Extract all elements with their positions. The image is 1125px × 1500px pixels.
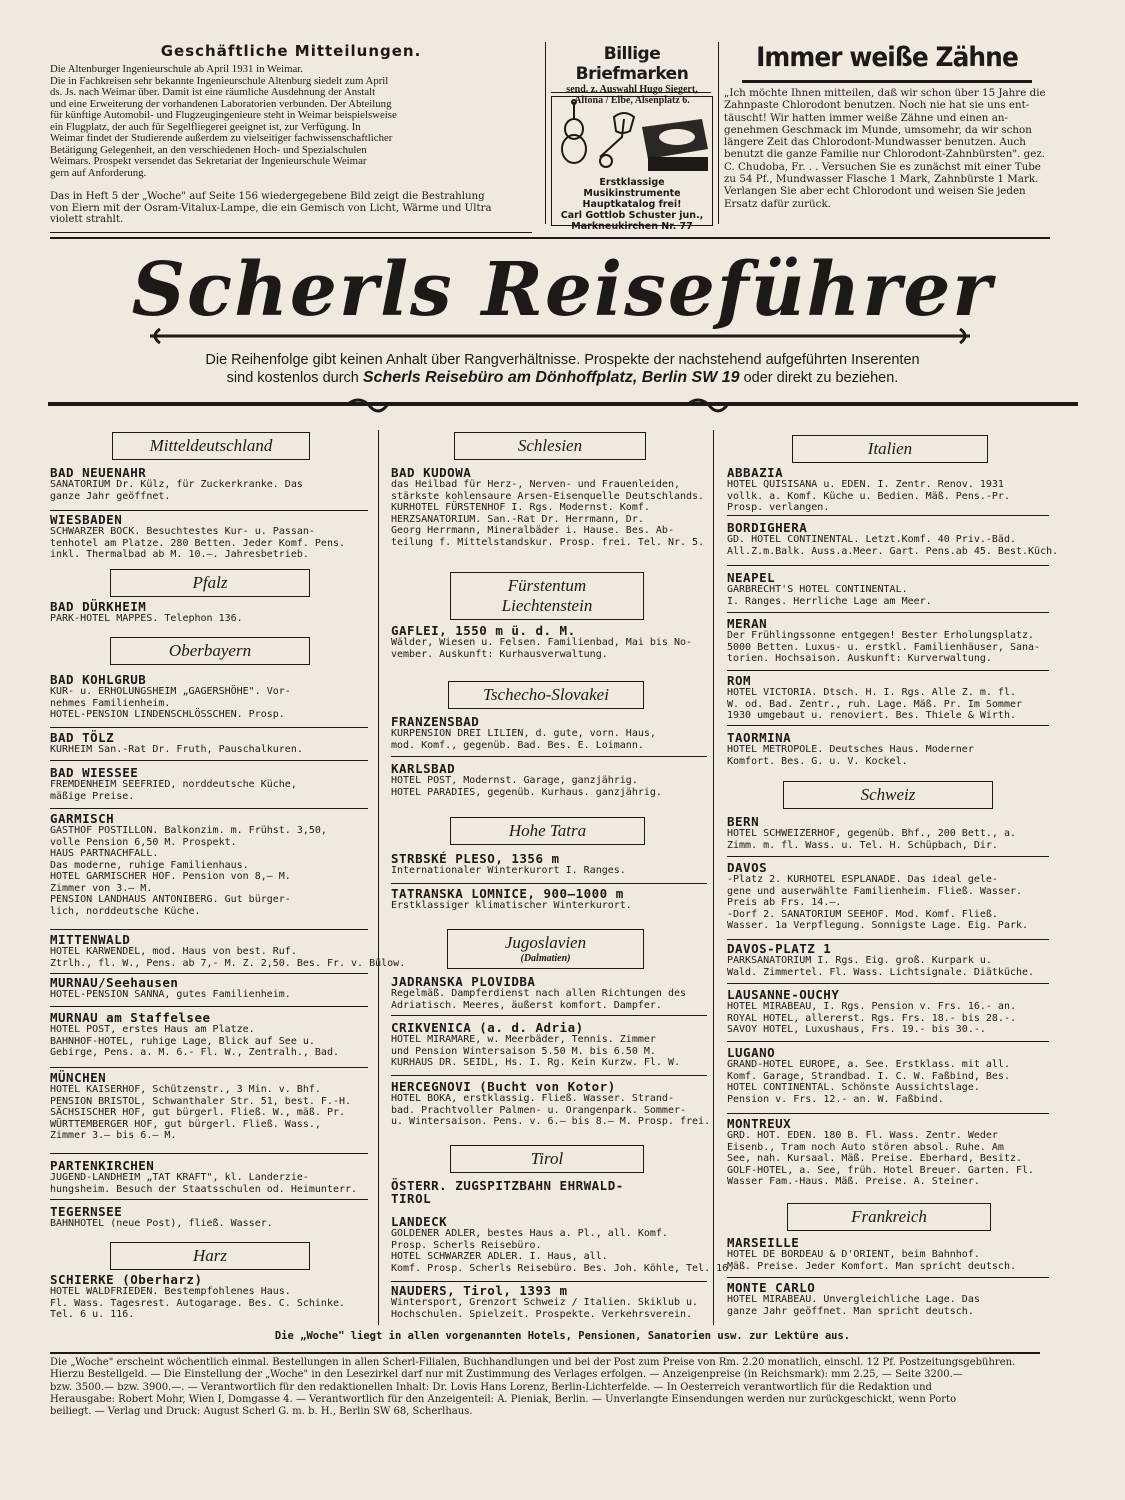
notice-note-line: violett strahlt. (50, 214, 124, 225)
listing-place: NAUDERS, Tirol, 1393 m (391, 1283, 568, 1298)
listing-line: vollk. a. Komf. Küche u. Bedien. Mäß. Pens.-Pr. (727, 490, 1010, 502)
listing-place: SCHIERKE (Oberharz) (50, 1272, 203, 1287)
listing-line: stärkste kohlensaure Arsen-Eisenquelle Deutschlands. (391, 490, 705, 502)
listing-entry (391, 1214, 735, 1274)
divider-ornament (48, 394, 1078, 420)
listing-line: u. Wintersaison. Pens. v. 6.— bis 8.— M. Prosp. frei. (391, 1116, 711, 1127)
region-box (447, 929, 644, 969)
listing-line: Zimmer von 3.— M. (50, 882, 153, 894)
listing-line: teilung f. Mittelstandskur. Prosp. frei. Tel. Nr. 5. (391, 536, 705, 548)
listing-line: KURHOTEL FÜRSTENHOF I. Rgs. Modernst. Komf. (391, 502, 650, 513)
region-name: Schlesien (517, 436, 583, 455)
masthead-title: Scherls Reiseführer (131, 247, 994, 333)
entry-separator (391, 756, 707, 757)
subtitle-line-1: Die Reihenfolge gibt keinen Anhalt über Rangverhältnisse. Prospekte der nachstehend aufgeführten Inserenten (205, 352, 920, 368)
listing-line: FREMDENHEIM SEEFRIED, norddeutsche Küche, (50, 779, 297, 790)
listing-line: Prosp. Scherls Reisebüro. (391, 1239, 542, 1251)
stamp-title: Billige Briefmarken (575, 44, 689, 84)
listing-line: bad. Prachtvoller Palmen- u. Orangenpark. Sommer- (391, 1104, 687, 1116)
listing-line: hungsheim. Besuch der Staatsschulen od. Heimunterr. (50, 1183, 358, 1195)
listing-line: HOTEL SCHWARZER ADLER. I. Haus, all. (391, 1251, 608, 1262)
chlorodont-line: genehmen Geschmack im Munde, umsomehr, da wir schon (724, 123, 1032, 136)
trumpet-icon (600, 113, 634, 167)
listing-line: HOTEL BOKA, erstklassig. Fließ. Wasser. Strand- (391, 1093, 674, 1104)
music-ad-line: Carl Gottlob Schuster jun., (560, 210, 704, 221)
footer-line: beiliegt. — Verlag und Druck: August Scherl G. m. b. H., Berlin SW 68, Scherlhaus. (50, 1406, 473, 1418)
listing-line: HOTEL WALDFRIEDEN. Bestempfohlenes Haus. (50, 1286, 291, 1297)
listing-line: und Pension Wintersaison 5.50 M. bis 6.50 M. (391, 1045, 656, 1057)
listing-line: JUGEND-LANDHEIM „TAT KRAFT", kl. Landerzie- (50, 1172, 309, 1183)
notice-line: Die Altenburger Ingenieurschule ab April 1931 in Weimar. (50, 63, 303, 75)
listing-entry (727, 520, 1059, 557)
listing-line: Adriatisch. Meeres, äußerst komfort. Dampfer. (391, 999, 662, 1011)
notice-line: Weimars. Prospekt versendet das Sekretariat der Ingenieurschule Weimar (50, 155, 367, 167)
listing-place: FRANZENSBAD (391, 714, 480, 729)
listing-line: HOTEL QUISISANA u. EDEN. I. Zentr. Renov. 1931 (727, 479, 1004, 490)
region-box (112, 432, 310, 460)
listing-line: GOLF-HOTEL, a. See, früh. Hotel Breuer. Garten. Fl. (727, 1164, 1035, 1176)
region-box (450, 1145, 644, 1173)
region-name: Italien (867, 439, 913, 458)
listing-entry (50, 731, 368, 756)
listing-place: BAD DÜRKHEIM (50, 599, 147, 614)
entry-separator (50, 510, 368, 511)
listing-line: SANATORIUM Dr. Külz, für Zuckerkranke. Das (50, 479, 303, 490)
listing-line: KURPENSION DREI LILIEN, d. gute, vorn. Haus, (391, 728, 656, 739)
listing-place: WIESBADEN (50, 512, 123, 527)
entry-separator (727, 939, 1049, 940)
notice-line: und eine Erweiterung der vorhandenen Laboratorien verbunden. Der Abteilung (50, 97, 392, 110)
entry-separator (391, 1015, 707, 1016)
notice-line: ein Flugplatz, der auch für Segelfliegerei geeignet ist, zur Verfügung. In (50, 120, 361, 133)
listing-line: inkl. Thermalbad ab M. 10.—. Jahresbetrieb. (50, 549, 309, 560)
listing-line: HOTEL GARMISCHER HOF. Pension von 8,— M. (50, 871, 291, 882)
listing-line: Hochschulen. Spielzeit. Prospekte. Verkehrsverein. (391, 1308, 693, 1320)
listing-entry (391, 852, 707, 877)
listing-entry (50, 1273, 368, 1321)
listing-line: gene und auserwählte Familienheim. Fließ. Wasser. (727, 885, 1023, 897)
listing-line: ganze Jahr geöffnet. Man spricht deutsch. (727, 1305, 974, 1317)
listing-line: I. Ranges. Herrliche Lage am Meer. (727, 595, 932, 607)
listing-place: BAD KOHLGRUB (50, 672, 147, 687)
listing-entry (50, 1205, 368, 1230)
listing-line: lich, norddeutsche Küche. (50, 905, 201, 917)
listing-line: torien. Hochsaison. Auskunft: Kurverwaltung. (727, 653, 992, 664)
listing-place: GARMISCH (50, 811, 115, 826)
listing-entry (391, 975, 707, 1011)
entry-separator (50, 808, 368, 809)
listing-line: All.Z.m.Balk. Auss.a.Meer. Gart. Pens.ab 45. Best.Küch. (727, 545, 1059, 557)
listing-line: HOTEL METROPOLE. Deutsches Haus. Moderner (727, 744, 974, 755)
listing-place: LUGANO (727, 1045, 776, 1060)
top-left-notice (50, 42, 532, 226)
listing-entry (50, 1011, 368, 1059)
listing-line: KURHAUS DR. SEIDL, Hs. I. Rg. Kein Kurzw. Fl. W. (391, 1057, 680, 1068)
listing-line: Regelmäß. Dampferdienst nach allen Richtungen des (391, 988, 687, 999)
listing-line: HOTEL PARADIES, gegenüb. Kurhaus. ganzjährig. (391, 786, 662, 798)
music-ad-text (552, 177, 712, 232)
listing-place: MONTE CARLO (727, 1280, 816, 1295)
listing-entry (391, 624, 707, 660)
listing-line: HOTEL MIRABEAU. Unvergleichliche Lage. Das (727, 1294, 980, 1305)
listing-place: BORDIGHERA (727, 520, 808, 535)
listing-place: MURNAU/Seehausen (50, 975, 179, 990)
listing-line: Pension v. Frs. 12.- an. W. Faßbind. (727, 1093, 944, 1105)
listing-line: HOTEL CONTINENTAL. Schönste Aussichtslage. (727, 1082, 980, 1093)
chlorodont-line: täuscht! Wir hatten immer weiße Zähne und einen an- (724, 111, 1008, 124)
chlorodont-line: zu 54 Pf., Mundwasser Flasche 1 Mark, Zahnbürste 1 Mark. (724, 173, 1039, 186)
region-name: Pfalz (192, 573, 228, 592)
notice-note-line: von Eiern mit der Osram-Vitalux-Lampe, die ein Gemisch von Licht, Wärme und Ultra (50, 202, 492, 214)
listing-line: Wintersport, Grenzort Schweiz / Italien. Skiklub u. (391, 1297, 699, 1308)
region-name: Jugoslavien (504, 933, 587, 952)
listing-entry (50, 673, 368, 721)
entry-separator (727, 1277, 1049, 1278)
gramophone-icon (642, 119, 708, 171)
region-name: (Dalmatien) (520, 953, 571, 964)
listing-place: MERAN (727, 616, 768, 631)
listing-line: ROYAL HOTEL, allererst. Rgs. Frs. 18.- bis 28.-. (727, 1012, 1016, 1024)
footer-line: Herausgabe: Robert Mohr, Wien I, Domgasse 4. — Verantwortlich für den Anzeigenteil: A. Pieniak, Berlin. — Unverlangte Einsendungen werden nur zurückgeschickt, wenn Porto (50, 1393, 957, 1405)
region-box (448, 681, 644, 709)
listing-entry (727, 1236, 1049, 1272)
entry-separator (50, 760, 368, 761)
reisebuero-link: Scherls Reisebüro am Dönhoffplatz, Berlin SW 19 (362, 369, 740, 386)
listing-line: W. od. Bad. Zentr., ruh. Lage. Mäß. Pr. Im Sommer (727, 698, 1023, 710)
listing-line: nehmes Familienheim. (50, 697, 171, 709)
listing-entry (50, 1159, 368, 1195)
listing-entry (50, 766, 368, 802)
region-name: Harz (192, 1246, 227, 1265)
listing-line: Tel. 6 u. 116. (50, 1309, 135, 1320)
listing-place: MÜNCHEN (50, 1070, 107, 1085)
imprint-footer (50, 1357, 1040, 1418)
notice-body (50, 64, 532, 179)
listing-place: MITTENWALD (50, 932, 131, 947)
chlorodont-line: Zahnpaste Chlorodont benutzen. Noch nie hat sie uns ent- (724, 99, 1030, 112)
stamp-line: send. z. Auswahl Hugo Siegert, (566, 84, 698, 95)
listing-place: TAORMINA (727, 730, 792, 745)
listing-place: MONTREUX (727, 1116, 792, 1131)
listing-line: SCHWARZER BOCK. Besuchtestes Kur- u. Passan- (50, 526, 315, 537)
listing-line: Wasser Fam.-Haus. Mäß. Preise. A. Steiner. (727, 1176, 980, 1187)
listing-place: KARLSBAD (391, 761, 456, 776)
listing-line: Komfort. Bes. G. u. V. Kockel. (727, 755, 908, 767)
listing-line: See, nah. Kursaal. Mäß. Preise. Eberhard, Besitz. (727, 1153, 1023, 1164)
listing-line: GRAND-HOTEL EUROPE, a. See. Erstklass. mit all. (727, 1059, 1010, 1070)
listing-entry (727, 1046, 1049, 1105)
listing-line: Internationaler Winterkurort I. Ranges. (391, 865, 626, 876)
listing-line: HOTEL KAISERHOF, Schützenstr., 3 Min. v. Bhf. (50, 1084, 321, 1095)
chlorodont-title: Immer weiße Zähne (756, 42, 1018, 73)
notice-note (50, 191, 532, 226)
listing-place: GAFLEI, 1550 m ü. d. M. (391, 623, 576, 638)
listing-line: SAVOY HOTEL, Luxushaus, Frs. 19.- bis 30.-. (727, 1024, 986, 1035)
listing-line: GASTHOF POSTILLON. Balkonzim. m. Frühst. 3,50, (50, 825, 327, 836)
listing-line: HOTEL POST, erstes Haus am Platze. (50, 1024, 255, 1035)
entry-separator (50, 929, 368, 930)
masthead-ornament (150, 327, 970, 345)
listing-entry (391, 1284, 707, 1320)
listing-line: Ztrlh., fl. W., Pens. ab 7,- M. Z. 2,50. Bes. Fr. v. Bülow. (50, 957, 406, 969)
listing-place: BERN (727, 814, 760, 829)
chlorodont-line: längere Zeit das Chlorodont-Mundwasser benutzen. Auch (724, 136, 1026, 149)
listing-place: ABBAZIA (727, 465, 784, 480)
listing-entry (727, 988, 1049, 1036)
listing-place-cont: TIROL (391, 1191, 432, 1206)
listing-place: TEGERNSEE (50, 1204, 123, 1219)
listing-place: ÖSTERR. ZUGSPITZBAHN EHRWALD- (391, 1178, 624, 1193)
entry-separator (50, 1199, 368, 1200)
listing-place: LANDECK (391, 1214, 448, 1229)
notice-line: Weimar findet der Studierende außerdem zu vielseitiger fachwissenschaftlicher (50, 132, 393, 144)
listing-line: GARBRECHT'S HOTEL CONTINENTAL. (727, 584, 908, 595)
listing-line: GD. HOTEL CONTINENTAL. Letzt.Komf. 40 Priv.-Bäd. (727, 534, 1016, 545)
notice-line: gern auf Anforderung. (50, 166, 147, 179)
region-name: Oberbayern (168, 641, 252, 660)
listing-line: Der Frühlingssonne entgegen! Bester Erholungsplatz. (727, 630, 1035, 641)
listing-line: HOTEL DE BORDEAU & D'ORIENT, beim Bahnhof. (727, 1249, 980, 1260)
notice-line: Die in Fachkreisen sehr bekannte Ingenieurschule Altenburg siedelt zum April (50, 74, 389, 87)
listing-entry (50, 466, 368, 502)
listing-line: 5000 Betten. Luxus- u. erstkl. Familienhäuser, Sana- (727, 641, 1041, 653)
stamp-line: Altona / Elbe, Alsenplatz 6. (574, 95, 690, 106)
listing-place: ROM (727, 673, 752, 688)
entry-separator (50, 1006, 368, 1007)
listing-line: PARKSANATORIUM I. Rgs. Eig. groß. Kurpark u. (727, 955, 992, 966)
listing-line: Gebirge, Pens. a. M. 6.- Fl. W., Zentralh., Bad. (50, 1047, 339, 1058)
listing-line: HOTEL SCHWEIZERHOF, gegenüb. Bhf., 200 Bett., a. (727, 828, 1016, 839)
region-box (783, 781, 993, 809)
region-box (450, 572, 644, 620)
listing-line: das Heilbad für Herz-, Nerven- und Frauenleiden, (391, 479, 680, 490)
entry-separator (50, 973, 368, 974)
music-ad-line: Hauptkatalog frei! (582, 199, 682, 210)
listing-line: Erstklassiger klimatischer Winterkurort. (391, 900, 632, 911)
chlorodont-line: benutzt die ganze Familie nur Chlorodont-Zahnbürsten". gez. (724, 148, 1046, 161)
chlorodont-line: „Ich möchte Ihnen mitteilen, daß wir schon über 15 Jahre die (724, 87, 1046, 99)
listing-line: HOTEL POST, Modernst. Garage, ganzjährig. (391, 775, 638, 786)
listing-line: HAUS PARTNACHFALL. (50, 848, 159, 859)
chlorodont-line: Ersatz dafür zurück. (724, 197, 831, 210)
listing-entry (391, 1179, 707, 1205)
listing-place: BAD KUDOWA (391, 465, 472, 480)
region-box (110, 637, 310, 665)
listing-line: mäßige Preise. (50, 790, 135, 802)
chlorodont-body (724, 87, 1050, 210)
region-box (792, 435, 988, 463)
listing-place: TATRANSKA LOMNICE, 900—1000 m (391, 886, 624, 901)
listing-line: KURHEIM San.-Rat Dr. Fruth, Pauschalkuren. (50, 744, 303, 755)
footer-line: bzw. 3500.— bzw. 3900.—. — Verantwortlich für den redaktionellen Inhalt: Dr. Lovis Hans Lorenz, Berlin-Lichterfelde. — In Oesterreich verantwortlich für die Redaktion und (50, 1381, 932, 1393)
listing-line: 1930 umgebaut u. renoviert. Bes. Thiele & Wirth. (727, 710, 1016, 721)
listing-line: -Dorf 2. SANATORIUM SEEHOF. Mod. Komf. Fließ. (727, 908, 998, 920)
region-box (787, 1203, 991, 1231)
listing-entry (727, 1117, 1049, 1188)
listing-line: Fl. Wass. Tagesrest. Autogarage. Bes. C. Schinke. (50, 1297, 346, 1309)
region-name: Hohe Tatra (508, 821, 587, 840)
region-box (110, 1242, 310, 1270)
listing-place: BAD WIESSEE (50, 765, 139, 780)
region-name: Fürstentum (507, 576, 587, 595)
listing-line: WÜRTTEMBERGER HOF, gut bürgerl. Fließ. Wass., (50, 1118, 321, 1130)
listing-entry (727, 861, 1049, 932)
region-name: Schweiz (860, 785, 916, 804)
listing-entry (50, 513, 368, 561)
listing-line: Wälder, Wiesen u. Felsen. Familienbad, Mai bis No- (391, 637, 693, 648)
listing-line: HOTEL MIRAMARE, w. Meerbäder, Tennis. Zimmer (391, 1034, 656, 1045)
woche-notice: Die „Woche" liegt in allen vorgenannten Hotels, Pensionen, Sanatorien usw. zur Lektüre aus. (274, 1330, 851, 1342)
listing-line: Prosp. verlangen. (727, 502, 830, 513)
listing-line: KUR- u. ERHOLUNGSHEIM „GAGERSHÖHE". Vor- (50, 686, 291, 697)
listing-entry (727, 731, 1049, 767)
notice-line: Betätigung Gelegenheit, an den verschiedenen Hoch- und Spezialschulen (50, 143, 367, 156)
notice-note-line: Das in Heft 5 der „Woche" auf Seite 156 wiedergegebene Bild zeigt die Bestrahlung (50, 191, 485, 202)
listing-line: GRD. HOT. EDEN. 180 B. Fl. Wass. Zentr. Weder (727, 1130, 998, 1141)
listing-entry (50, 600, 368, 625)
listing-line: HOTEL KARWENDEL, mod. Haus von best. Ruf. (50, 946, 297, 957)
listing-place: STRBSKÉ PLESO, 1356 m (391, 851, 560, 866)
listing-line: Georg Herrmann, Mineralbäder i. Hause. Bes. Ab- (391, 525, 674, 536)
listing-entry (727, 571, 1049, 607)
footer-line: Die „Woche" erscheint wöchentlich einmal. Bestellungen in allen Scherl-Filialen, Buchhandlungen und bei der Post zum Preise von Rm. 2.20 monatlich, einschl. 12 Pf. Postzeitungsgebühren. (50, 1357, 1016, 1368)
listing-place: LAUSANNE-OUCHY (727, 987, 840, 1002)
listing-line: PENSION BRISTOL, Schwanthaler Str. 51, best. F.-H. (50, 1095, 352, 1107)
listing-line: volle Pension 6,50 M. Prospekt. (50, 836, 237, 848)
entry-separator (391, 1281, 707, 1282)
listing-place: MURNAU am Staffelsee (50, 1010, 211, 1025)
entry-separator (50, 1153, 368, 1154)
region-name: Frankreich (851, 1207, 927, 1226)
listing-place: DAVOS-PLATZ 1 (727, 941, 832, 956)
listing-line: vember. Auskunft: Kurhausverwaltung. (391, 648, 608, 660)
listing-line: Wasser. 1a Verpflegung. Sonnigste Lage. Eig. Park. (727, 920, 1029, 931)
entry-separator (727, 983, 1049, 984)
region-name: Tschecho-Slovakei (483, 685, 609, 704)
region-box (454, 432, 646, 460)
region-box (450, 817, 645, 845)
notice-title: Geschäftliche Mitteilungen. (160, 42, 422, 60)
entry-separator (727, 725, 1049, 726)
listing-place: BAD NEUENAHR (50, 465, 147, 480)
listing-line: SÄCHSISCHER HOF, gut bürgerl. Fließ. W., mäß. Pr. (50, 1107, 346, 1118)
listing-line: HOTEL VICTORIA. Dtsch. H. I. Rgs. Alle Z. m. fl. (727, 687, 1016, 698)
listing-entry (727, 1281, 1049, 1317)
listing-entry (727, 466, 1049, 514)
entry-separator (391, 1075, 707, 1076)
chlorodont-line: C. Chudoba, Fr. . . Versuchen Sie es zunächst mit einer Tube (724, 160, 1041, 173)
listing-entry (50, 976, 368, 1001)
listing-line: PENSION LANDHAUS ANTONIBERG. Gut bürger- (50, 894, 291, 905)
listing-entry (727, 617, 1049, 665)
listing-place: BAD TÖLZ (50, 730, 115, 745)
listing-entry (391, 1021, 707, 1069)
region-name: Liechtenstein (501, 596, 593, 615)
listing-line: Wald. Zimmertel. Fl. Wass. Lichtsignale. Diätküche. (727, 966, 1035, 978)
listing-line: tenhotel am Platze. 280 Betten. Jeder Komf. Pens. (50, 537, 346, 549)
notice-line: ds. Js. nach Weimar über. Damit ist eine räumliche Ausdehnung der Anstalt (50, 86, 376, 98)
region-name: Mitteldeutschland (149, 436, 273, 455)
listing-place: NEAPEL (727, 570, 776, 585)
subtitle-line-2: sind kostenlos durch Scherls Reisebüro am Dönhoffplatz, Berlin SW 19 oder direkt zu beziehen. (226, 369, 899, 386)
entry-separator (50, 1067, 368, 1068)
notice-line: für künftige Automobil- und Flugzeugingenieure steht in Weimar beispielsweise (50, 109, 397, 121)
listing-entry (391, 1079, 711, 1128)
listing-line: BAHNHOF-HOTEL, ruhige Lage, Blick auf See u. (50, 1035, 315, 1047)
listing-line: HOTEL MIRABEAU, I. Rgs. Pension v. Frs. 16.- an. (727, 1001, 1016, 1012)
instruments-illustration (552, 97, 710, 177)
listing-place: HERCEGNOVI (Bucht von Kotor) (391, 1079, 616, 1094)
listing-place: CRIKVENICA (a. d. Adria) (391, 1020, 584, 1035)
listing-entry (50, 1071, 368, 1142)
listing-line: Das moderne, ruhige Familienhaus. (50, 859, 249, 871)
chlorodont-ad (724, 42, 1050, 210)
listing-line: PARK-HOTEL MAPPES. Telephon 136. (50, 613, 243, 624)
listing-line: Zimm. m. fl. Wass. u. Tel. H. Schüpbach, Dir. (727, 839, 998, 851)
entry-separator (727, 612, 1049, 613)
entry-separator (391, 883, 707, 884)
listing-entry (727, 815, 1049, 851)
entry-separator (727, 515, 1049, 516)
listing-place: PARTENKIRCHEN (50, 1158, 155, 1173)
entry-separator (727, 1041, 1049, 1042)
listing-place: MARSEILLE (727, 1235, 800, 1250)
listing-entry (391, 715, 707, 751)
footer-line: Hierzu Bestellgeld. — Die Einstellung der „Woche" in den Lesezirkel darf nur mit Zustimmung des Verlages erfolgen. — Anzeigenpreise (in Reichsmark): mm 2.25, — Seite 3200.— (50, 1369, 963, 1381)
entry-separator (50, 727, 368, 728)
listing-line: Komf. Prosp. Scherls Reisebüro. Bes. Joh. Köhle, Tel. 16. (391, 1262, 735, 1274)
chlorodont-line: Verlangen Sie aber echt Chlorodont und weisen Sie jeden (724, 185, 1026, 198)
listing-line: Zimmer 3.— bis 6.— M. (50, 1130, 177, 1141)
region-name: Tirol (530, 1149, 564, 1168)
region-box (110, 569, 310, 597)
entry-separator (727, 1113, 1049, 1114)
violin-icon (562, 100, 586, 163)
listing-place: DAVOS (727, 860, 768, 875)
listing-entry (391, 466, 707, 548)
listing-entry (727, 942, 1049, 978)
listing-entry (50, 812, 368, 917)
listing-entry (50, 932, 406, 969)
music-ad-line: Erstklassige Musikinstrumente (583, 177, 681, 199)
music-ad-line: Markneukirchen Nr. 77 (571, 221, 693, 232)
listing-line: ganze Jahr geöffnet. (50, 490, 171, 502)
listing-line: Mäß. Preise. Jeder Komfort. Man spricht deutsch. (727, 1260, 1016, 1272)
listing-line: HOTEL-PENSION SANNA, gutes Familienheim. (50, 989, 291, 1000)
listing-line: mod. Komf., gegenüb. Bad. Bes. E. Loimann. (391, 739, 644, 751)
listing-place: JADRANSKA PLOVIDBA (391, 974, 536, 989)
listing-entry (391, 887, 707, 912)
listing-line: HOTEL-PENSION LINDENSCHLÖSSCHEN. Prosp. (50, 709, 285, 720)
listing-line: -Platz 2. KURHOTEL ESPLANADE. Das ideal gele- (727, 874, 998, 885)
entry-separator (727, 670, 1049, 671)
music-ad (551, 96, 713, 232)
listing-line: GOLDENER ADLER, bestes Haus a. Pl., all. Komf. (391, 1228, 668, 1239)
listing-line: BAHNHOTEL (neue Post), fließ. Wasser. (50, 1218, 273, 1229)
listing-line: Eisenb., Tram noch Auto stören absol. Ruhe. Am (727, 1141, 1004, 1153)
entry-separator (727, 565, 1049, 566)
listing-line: HERZSANATORIUM. San.-Rat Dr. Herrmann, Dr. (391, 513, 644, 525)
listing-line: Preis ab Frs. 14.—. (727, 897, 842, 908)
entry-separator (727, 856, 1049, 857)
listing-line: Komf. Garage, Strandbad. I. C. W. Faßbind, Bes. (727, 1070, 1010, 1082)
masthead-subtitle (0, 351, 1125, 387)
listing-entry (391, 762, 707, 798)
listing-entry (727, 674, 1049, 722)
